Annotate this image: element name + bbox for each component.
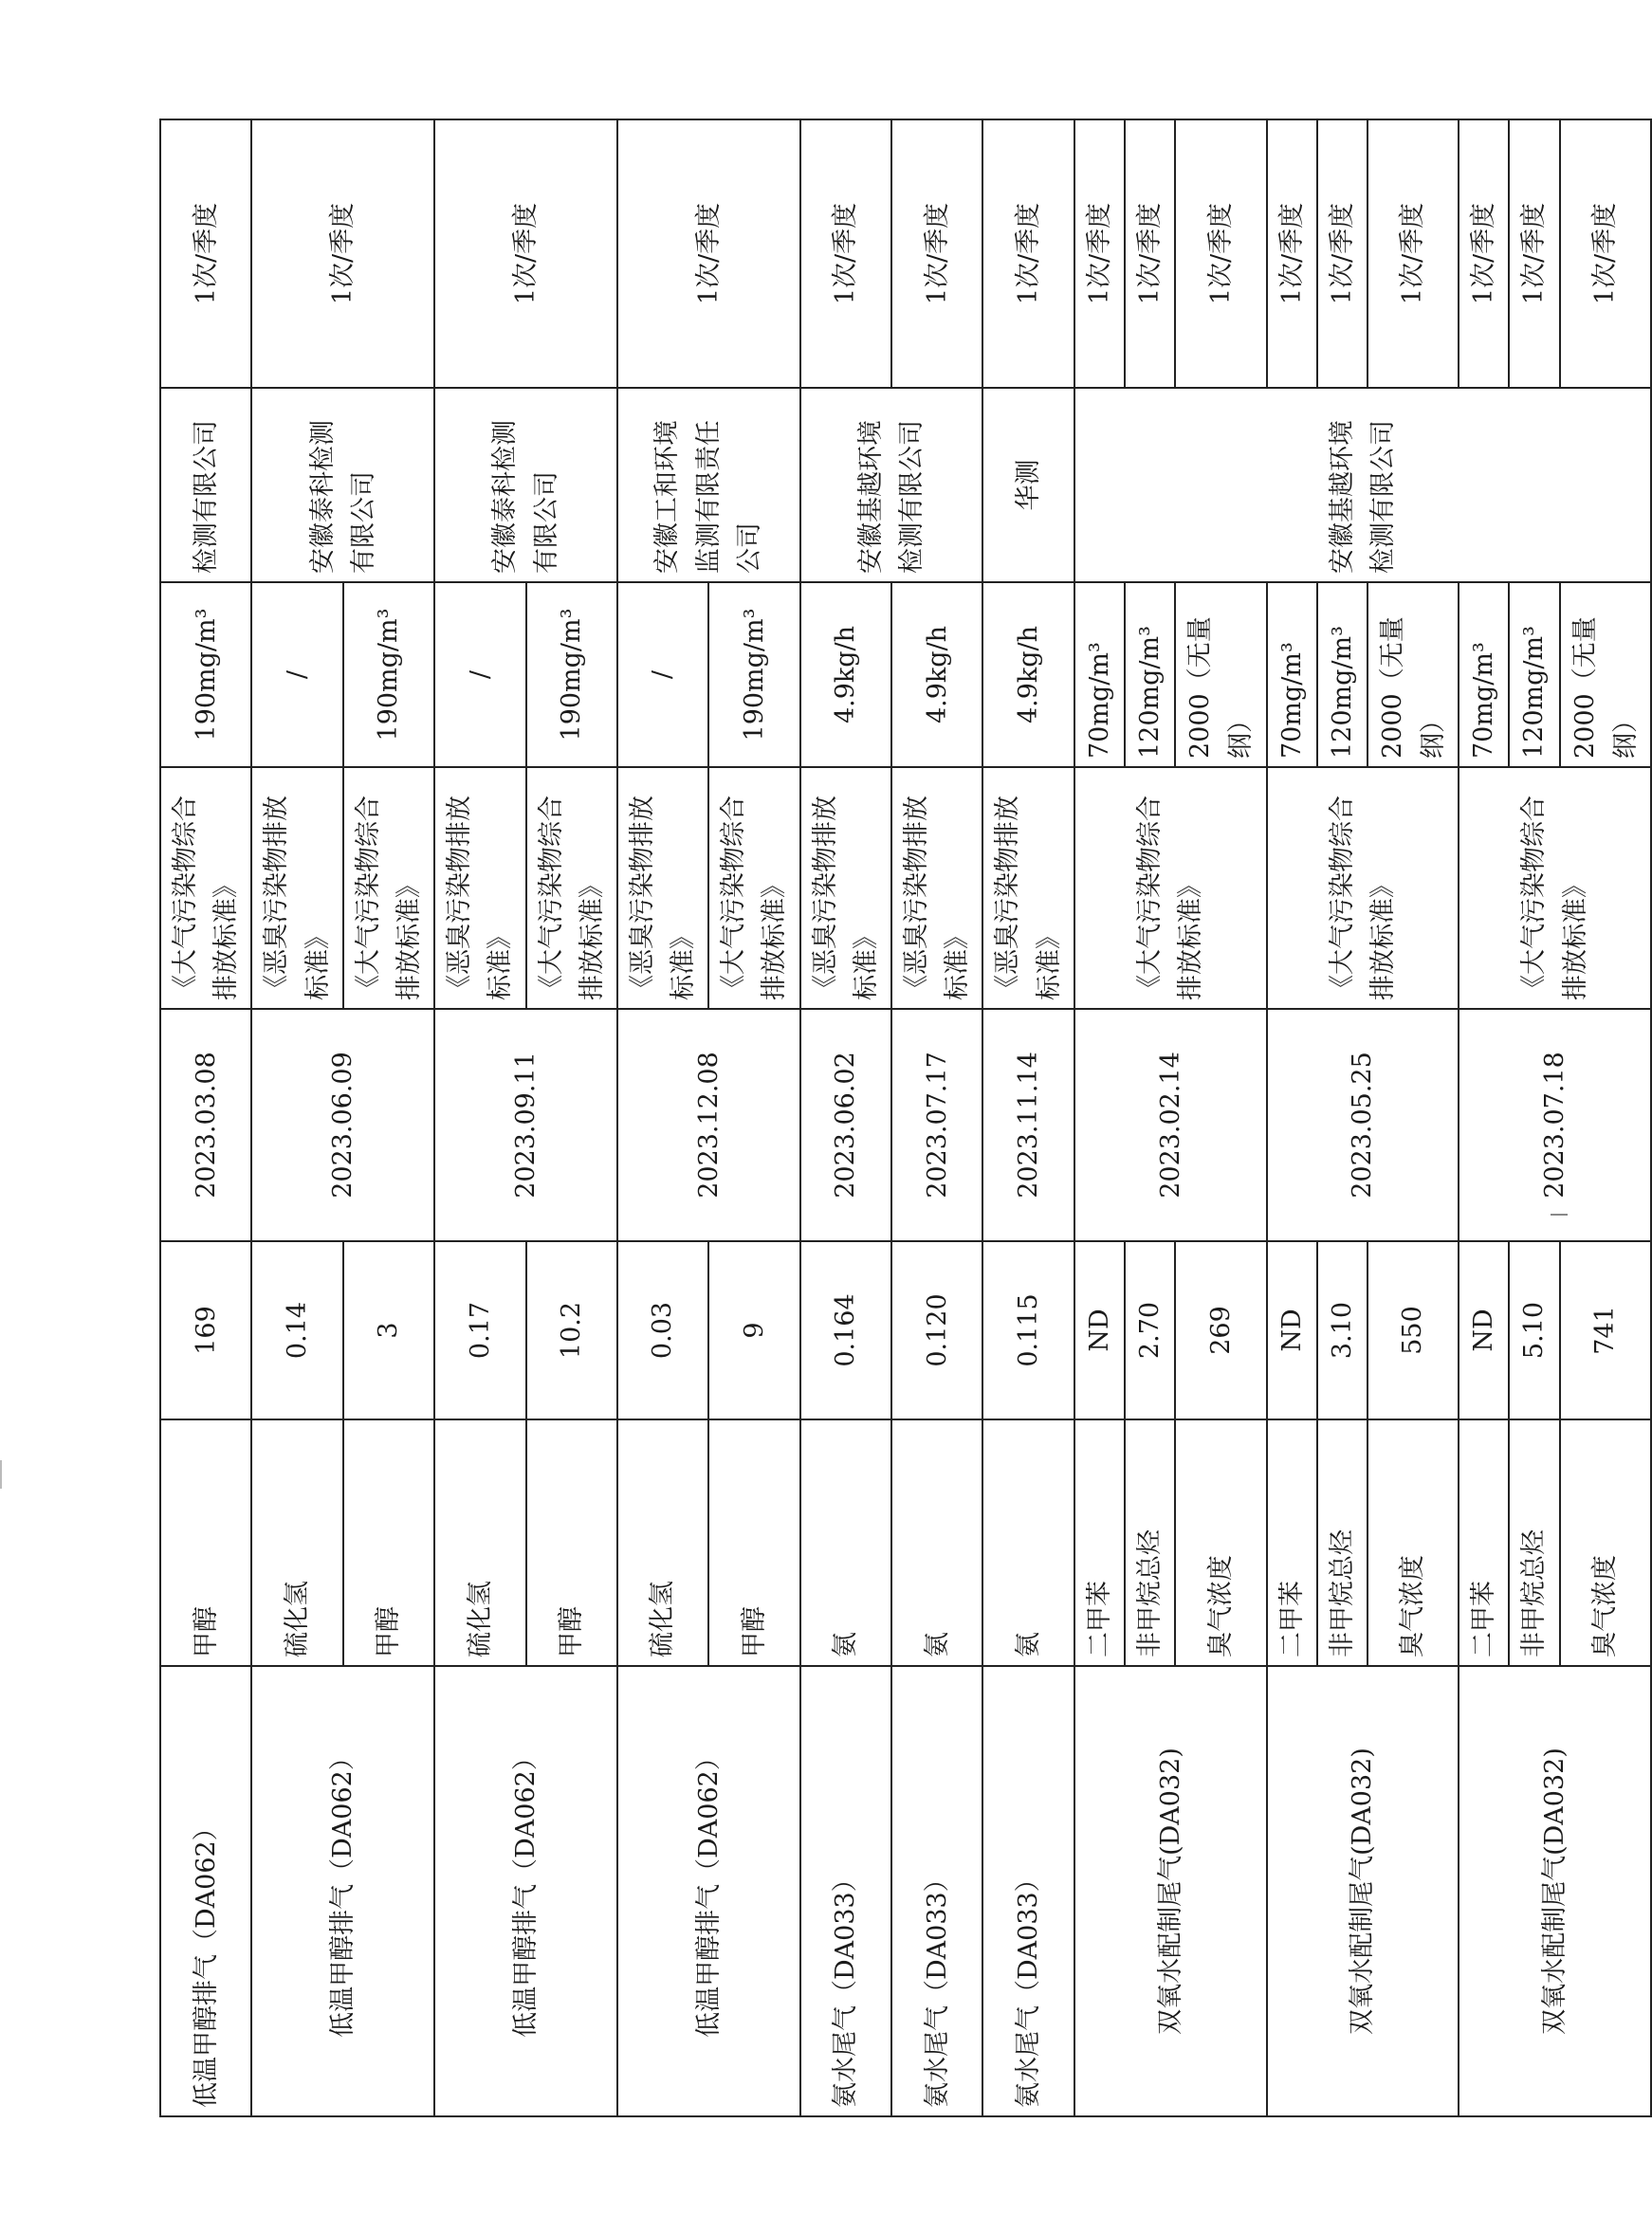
cell-result: 741	[1560, 1241, 1651, 1419]
cell-date: 2023.07.17	[891, 1009, 982, 1241]
cell-result: ND	[1074, 1241, 1125, 1419]
cell-limit: /	[434, 582, 525, 767]
table-row	[251, 119, 342, 2116]
cell-frequency: 1次/季度	[982, 119, 1074, 388]
cell-result: 10.2	[526, 1241, 617, 1419]
cell-standard: 《恶臭污染物排放标准》	[800, 767, 891, 1009]
monitoring-table	[159, 119, 1652, 2117]
cell-source: 氨水尾气（DA033）	[982, 1666, 1074, 2116]
cell-limit: 120mg/m³	[1317, 582, 1367, 767]
table-row	[160, 119, 251, 2116]
cell-date: 2023.07.18	[1459, 1009, 1651, 1241]
cell-limit: 190mg/m³	[160, 582, 251, 767]
cell-frequency: 1次/季度	[1317, 119, 1367, 388]
cell-pollutant: 氨	[891, 1419, 982, 1666]
cell-source: 双氧水配制尾气(DA032)	[1459, 1666, 1651, 2116]
cell-frequency: 1次/季度	[1267, 119, 1317, 388]
cell-date: 2023.12.08	[617, 1009, 800, 1241]
cell-standard: 《大气污染物综合排放标准》	[1459, 767, 1651, 1009]
cell-pollutant: 氨	[982, 1419, 1074, 1666]
cell-frequency: 1次/季度	[251, 119, 434, 388]
cell-frequency: 1次/季度	[1459, 119, 1509, 388]
cell-pollutant: 氨	[800, 1419, 891, 1666]
rotated-table-wrapper	[159, 120, 1641, 2117]
cell-frequency: 1次/季度	[1175, 119, 1266, 388]
cell-frequency: 1次/季度	[800, 119, 891, 388]
cell-date: 2023.09.11	[434, 1009, 617, 1241]
cell-standard: 《大气污染物综合排放标准》	[526, 767, 617, 1009]
cell-result: ND	[1459, 1241, 1509, 1419]
cell-result: 0.164	[800, 1241, 891, 1419]
cell-pollutant: 臭气浓度	[1560, 1419, 1651, 1666]
cell-standard: 《大气污染物综合排放标准》	[160, 767, 251, 1009]
cell-result: 0.17	[434, 1241, 525, 1419]
cell-standard: 《恶臭污染物排放标准》	[434, 767, 525, 1009]
cell-result: 9	[708, 1241, 799, 1419]
cell-source: 氨水尾气（DA033）	[800, 1666, 891, 2116]
table-row	[800, 119, 891, 2116]
cell-frequency: 1次/季度	[160, 119, 251, 388]
cell-limit: /	[251, 582, 342, 767]
cell-agency: 安徽工和环境监测有限责任公司	[617, 388, 800, 582]
cell-pollutant: 非甲烷总烃	[1509, 1419, 1559, 1666]
cell-pollutant: 甲醇	[343, 1419, 434, 1666]
cell-date: 2023.06.09	[251, 1009, 434, 1241]
cell-agency: 安徽泰科检测有限公司	[251, 388, 434, 582]
cell-pollutant: 非甲烷总烃	[1125, 1419, 1175, 1666]
cell-frequency: 1次/季度	[1125, 119, 1175, 388]
cell-standard: 《大气污染物综合排放标准》	[1074, 767, 1267, 1009]
cell-standard: 《大气污染物综合排放标准》	[343, 767, 434, 1009]
cell-standard: 《恶臭污染物排放标准》	[982, 767, 1074, 1009]
table-row	[1074, 119, 1125, 2116]
cell-agency: 检测有限公司	[160, 388, 251, 582]
cell-source: 双氧水配制尾气(DA032)	[1074, 1666, 1267, 2116]
cell-result: 550	[1367, 1241, 1459, 1419]
cell-pollutant: 二甲苯	[1459, 1419, 1509, 1666]
cell-limit: 2000（无量纲）	[1560, 582, 1651, 767]
cell-date: 2023.02.14	[1074, 1009, 1267, 1241]
cell-frequency: 1次/季度	[1074, 119, 1125, 388]
table-row	[982, 119, 1074, 2116]
cell-frequency: 1次/季度	[1367, 119, 1459, 388]
cell-limit: 4.9kg/h	[800, 582, 891, 767]
cell-limit: 190mg/m³	[526, 582, 617, 767]
cell-frequency: 1次/季度	[434, 119, 617, 388]
cell-standard: 《恶臭污染物排放标准》	[617, 767, 708, 1009]
cell-date: 2023.06.02	[800, 1009, 891, 1241]
cell-result: 0.120	[891, 1241, 982, 1419]
cell-limit: 2000（无量纲）	[1367, 582, 1459, 767]
scan-edge-mark	[1551, 1214, 1568, 1216]
cell-frequency: 1次/季度	[1560, 119, 1651, 388]
cell-result: 269	[1175, 1241, 1266, 1419]
cell-pollutant: 二甲苯	[1267, 1419, 1317, 1666]
cell-pollutant: 甲醇	[160, 1419, 251, 1666]
cell-limit: 70mg/m³	[1267, 582, 1317, 767]
cell-frequency: 1次/季度	[617, 119, 800, 388]
cell-pollutant: 甲醇	[708, 1419, 799, 1666]
table-row	[434, 119, 525, 2116]
cell-standard: 《大气污染物综合排放标准》	[1267, 767, 1459, 1009]
cell-standard: 《恶臭污染物排放标准》	[891, 767, 982, 1009]
cell-agency: 安徽基越环境检测有限公司	[800, 388, 983, 582]
cell-pollutant: 臭气浓度	[1175, 1419, 1266, 1666]
cell-limit: /	[617, 582, 708, 767]
cell-result: 3.10	[1317, 1241, 1367, 1419]
cell-pollutant: 臭气浓度	[1367, 1419, 1459, 1666]
cell-result: 169	[160, 1241, 251, 1419]
cell-limit: 190mg/m³	[343, 582, 434, 767]
cell-result: ND	[1267, 1241, 1317, 1419]
cell-date: 2023.03.08	[160, 1009, 251, 1241]
cell-standard: 《大气污染物综合排放标准》	[708, 767, 799, 1009]
cell-result: 0.14	[251, 1241, 342, 1419]
scan-left-mark	[0, 1460, 2, 1489]
cell-result: 0.03	[617, 1241, 708, 1419]
cell-limit: 4.9kg/h	[982, 582, 1074, 767]
cell-pollutant: 甲醇	[526, 1419, 617, 1666]
cell-pollutant: 硫化氢	[434, 1419, 525, 1666]
cell-limit: 4.9kg/h	[891, 582, 982, 767]
cell-result: 2.70	[1125, 1241, 1175, 1419]
cell-limit: 190mg/m³	[708, 582, 799, 767]
cell-standard: 《恶臭污染物排放标准》	[251, 767, 342, 1009]
cell-result: 5.10	[1509, 1241, 1559, 1419]
cell-limit: 120mg/m³	[1125, 582, 1175, 767]
cell-agency: 华测	[982, 388, 1074, 582]
cell-source: 低温甲醇排气（DA062）	[251, 1666, 434, 2116]
cell-frequency: 1次/季度	[891, 119, 982, 388]
cell-pollutant: 非甲烷总烃	[1317, 1419, 1367, 1666]
table-row	[617, 119, 708, 2116]
cell-source: 双氧水配制尾气(DA032)	[1267, 1666, 1459, 2116]
cell-frequency: 1次/季度	[1509, 119, 1559, 388]
cell-source: 低温甲醇排气（DA062）	[617, 1666, 800, 2116]
cell-agency: 安徽泰科检测有限公司	[434, 388, 617, 582]
cell-limit: 70mg/m³	[1074, 582, 1125, 767]
cell-pollutant: 硫化氢	[617, 1419, 708, 1666]
cell-agency: 安徽基越环境检测有限公司	[1074, 388, 1651, 582]
cell-date: 2023.05.25	[1267, 1009, 1459, 1241]
cell-limit: 70mg/m³	[1459, 582, 1509, 767]
cell-result: 3	[343, 1241, 434, 1419]
cell-limit: 2000（无量纲）	[1175, 582, 1266, 767]
cell-pollutant: 二甲苯	[1074, 1419, 1125, 1666]
cell-source: 氨水尾气（DA033）	[891, 1666, 982, 2116]
cell-source: 低温甲醇排气（DA062）	[434, 1666, 617, 2116]
cell-result: 0.115	[982, 1241, 1074, 1419]
cell-pollutant: 硫化氢	[251, 1419, 342, 1666]
cell-limit: 120mg/m³	[1509, 582, 1559, 767]
cell-date: 2023.11.14	[982, 1009, 1074, 1241]
cell-source: 低温甲醇排气（DA062）	[160, 1666, 251, 2116]
